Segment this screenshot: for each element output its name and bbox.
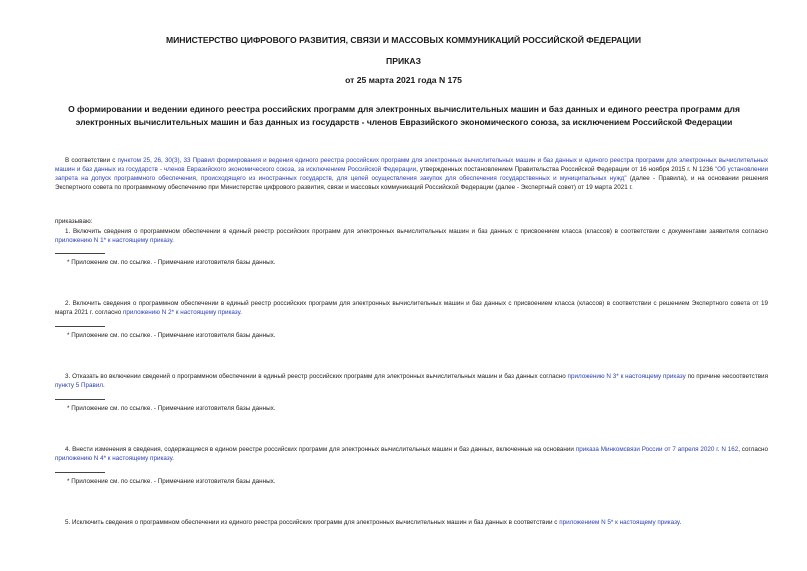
appendix-4-link[interactable]: приложению N 4* к настоящему приказу [55, 455, 173, 463]
footnote-divider [55, 253, 105, 254]
document-type: ПРИКАЗ [386, 56, 421, 66]
appendix-2-link[interactable]: приложению N 2* к настоящему приказу [122, 309, 241, 317]
item-4 [55, 445, 768, 463]
resolution-link[interactable]: "Об установлении запрета на допуск программного обеспечения, происходящего из иностранных государств, для целей осуществления закупок для обеспечения государственных и муниципальных нужд" [55, 166, 769, 183]
rules-clause-5-link[interactable]: пункту 5 Правил [55, 382, 104, 390]
footnote-divider [55, 472, 105, 473]
item-text: . [240, 309, 242, 317]
footnote-4: * Приложение см. по ссылке. - Примечание изготовителя базы данных. [67, 478, 276, 485]
appendix-5-link[interactable]: приложением N 5* к настоящему приказу [559, 519, 680, 526]
document-subject: О формировании и ведении единого реестра российских программ для электронных вычислительных машин и баз данных и единого реестра программ для электронных вычислительных машин и баз данных из государств - членов Евразийского экономического союза, за исключением Российской Федерации [68, 104, 740, 127]
preamble-text: (далее - Правила), и на основании решения Экспертного совета по программному обеспечению при Министерстве цифрового развития, связи и массовых коммуникаций Российской Федерации (далее - Экспертный совет) от 19 марта 2021 г. [55, 175, 769, 192]
item-5 [55, 518, 768, 527]
appendix-3-link[interactable]: приложению N 3* к настоящему приказу [567, 373, 686, 380]
ministry-heading: МИНИСТЕРСТВО ЦИФРОВОГО РАЗВИТИЯ, СВЯЗИ И МАССОВЫХ КОММУНИКАЦИЙ РОССИЙСКОЙ ФЕДЕРАЦИИ [165, 35, 642, 45]
footnote-2: * Приложение см. по ссылке. - Примечание изготовителя базы данных. [67, 332, 276, 339]
appendix-1-link[interactable]: приложению N 1* к настоящему приказу [55, 237, 173, 245]
item-text: 5. Исключить сведения о программном обеспечении из единого реестра российских программ для электронных вычислительных машин и баз данных в соответствии с [65, 519, 560, 526]
item-text: . [103, 382, 105, 390]
preamble-paragraph [55, 156, 768, 192]
rules-link[interactable]: пунктом 25, 26, 30(3), 33 Правил формирования и ведения единого реестра российских программ для электронных вычислительных машин и баз данных и единого реестра программ для электронных вычислительных машин и баз данных из государств - членов Евразийского экономического союза, за исключением Российской Федерации [55, 157, 769, 174]
item-text: , согласно [738, 446, 768, 453]
order-162-link[interactable]: приказа Минкомсвязи России от 7 апреля 2020 г. N 162 [575, 446, 739, 453]
item-text: . [679, 519, 682, 526]
footnote-3: * Приложение см. по ссылке. - Примечание изготовителя базы данных. [67, 405, 276, 412]
item-text: 3. Отказать во включении сведений о программном обеспечении в единый реестр российских программ для электронных вычислительных машин и баз данных согласно [65, 373, 568, 380]
item-text: 4. Внести изменения в сведения, содержащиеся в едином реестре российских программ для электронных вычислительных машин и баз данных, включенные на основании [65, 446, 576, 453]
item-1 [55, 227, 768, 245]
footnote-divider [55, 399, 105, 400]
item-text: . [172, 237, 174, 245]
preamble-text: В соответствии с [65, 157, 118, 164]
document-date: от 25 марта 2021 года N 175 [345, 75, 462, 85]
item-text: 1. Включить сведения о программном обеспечении в единый реестр российских программ для электронных вычислительных машин и баз данных с присвоением класса (классов) в соответствии с документами заявителя согласно [65, 228, 768, 235]
order-word: приказываю: [55, 218, 93, 225]
footnote-divider [55, 326, 105, 327]
item-3 [55, 372, 768, 390]
item-2 [55, 299, 768, 317]
preamble-text: , утвержденных постановлением Правительства Российской Федерации от 16 ноября 2015 г. N 1236 [416, 166, 715, 174]
footnote-1: * Приложение см. по ссылке. - Примечание изготовителя базы данных. [67, 259, 276, 266]
item-text: . [172, 455, 174, 463]
item-text: по причине несоответствия [685, 373, 768, 380]
item-text: 2. Включить сведения о программном обеспечении в единый реестр российских программ для электронных вычислительных машин и баз данных с присвоением класса (классов) в соответствии с решением Экспертного совета от 19 марта 2021 г. согласно [55, 300, 768, 317]
